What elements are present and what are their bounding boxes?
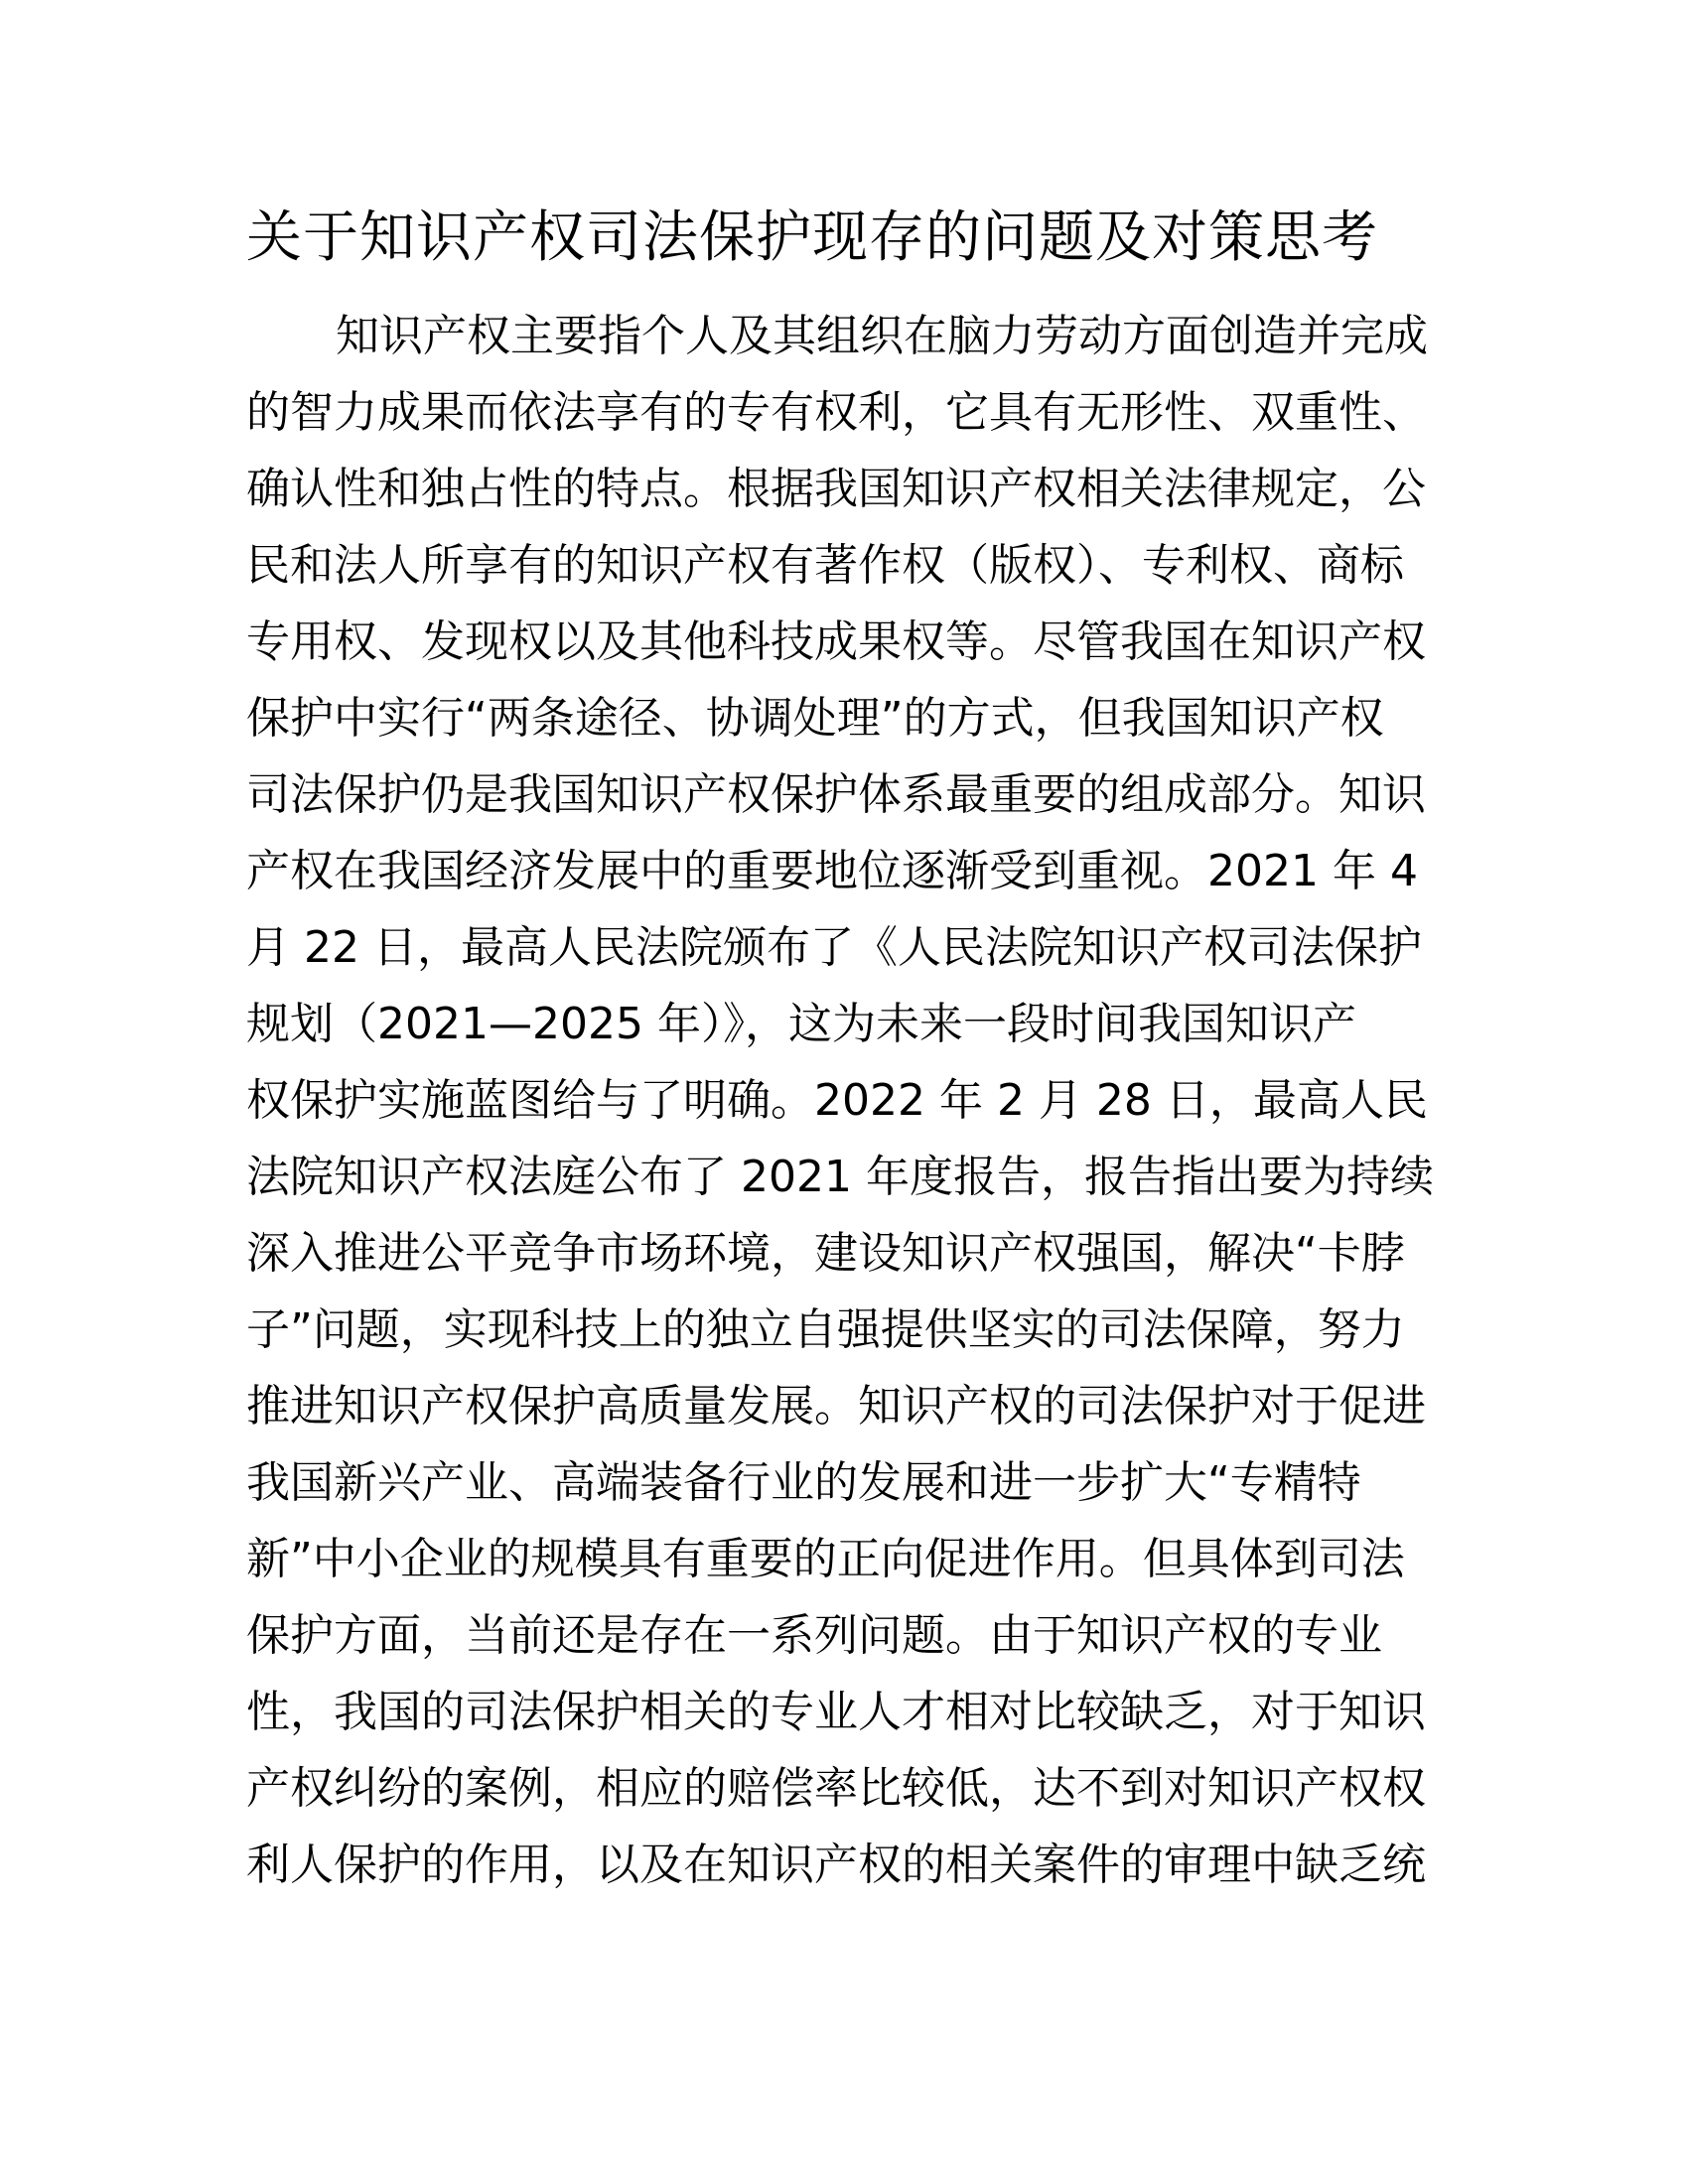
paragraph-line: 推进知识产权保护高质量发展。知识产权的司法保护对于促进 [246, 1381, 1426, 1432]
paragraph-line: 深入推进公平竞争市场环境，建设知识产权强国，解决“卡脖 [246, 1228, 1405, 1279]
paragraph-line: 的智力成果而依法享有的专有权利，它具有无形性、双重性、 [246, 387, 1426, 438]
paragraph-line: 专用权、发现权以及其他科技成果权等。尽管我国在知识产权 [246, 616, 1426, 667]
paragraph-line: 产权在我国经济发展中的重要地位逐渐受到重视。2021 年 4 [246, 846, 1418, 896]
paragraph-line: 性，我国的司法保护相关的专业人才相对比较缺乏，对于知识 [246, 1687, 1426, 1737]
document-title: 关于知识产权司法保护现存的问题及对策思考 [246, 205, 1378, 270]
paragraph-line: 民和法人所享有的知识产权有著作权（版权）、专利权、商标 [246, 540, 1404, 591]
paragraph-line: 产权纠纷的案例，相应的赔偿率比较低，达不到对知识产权权 [246, 1763, 1426, 1814]
paragraph-line: 司法保护仍是我国知识产权保护体系最重要的组成部分。知识 [246, 769, 1426, 820]
paragraph-line: 利人保护的作用，以及在知识产权的相关案件的审理中缺乏统 [246, 1840, 1426, 1890]
paragraph-line: 确认性和独占性的特点。根据我国知识产权相关法律规定，公 [246, 464, 1426, 514]
paragraph-line: 我国新兴产业、高端装备行业的发展和进一步扩大“专精特 [246, 1457, 1361, 1508]
paragraph-line: 保护中实行“两条途径、协调处理”的方式，但我国知识产权 [246, 693, 1384, 744]
paragraph-line: 规划（2021—2025 年）》，这为未来一段时间我国知识产 [246, 999, 1356, 1049]
paragraph-line: 新”中小企业的规模具有重要的正向促进作用。但具体到司法 [246, 1534, 1405, 1584]
paragraph-line: 权保护实施蓝图给与了明确。2022 年 2 月 28 日，最高人民 [246, 1075, 1428, 1126]
paragraph-line: 月 22 日，最高人民法院颁布了《人民法院知识产权司法保护 [246, 922, 1422, 973]
paragraph-line: 子”问题，实现科技上的独立自强提供坚实的司法保障，努力 [246, 1304, 1405, 1355]
paragraph-line: 知识产权主要指个人及其组织在脑力劳动方面创造并完成 [336, 311, 1428, 361]
body-paragraph [246, 298, 1438, 1903]
paragraph-line: 法院知识产权法庭公布了 2021 年度报告，报告指出要为持续 [246, 1152, 1434, 1202]
paragraph-line: 保护方面，当前还是存在一系列问题。由于知识产权的专业 [246, 1610, 1382, 1661]
